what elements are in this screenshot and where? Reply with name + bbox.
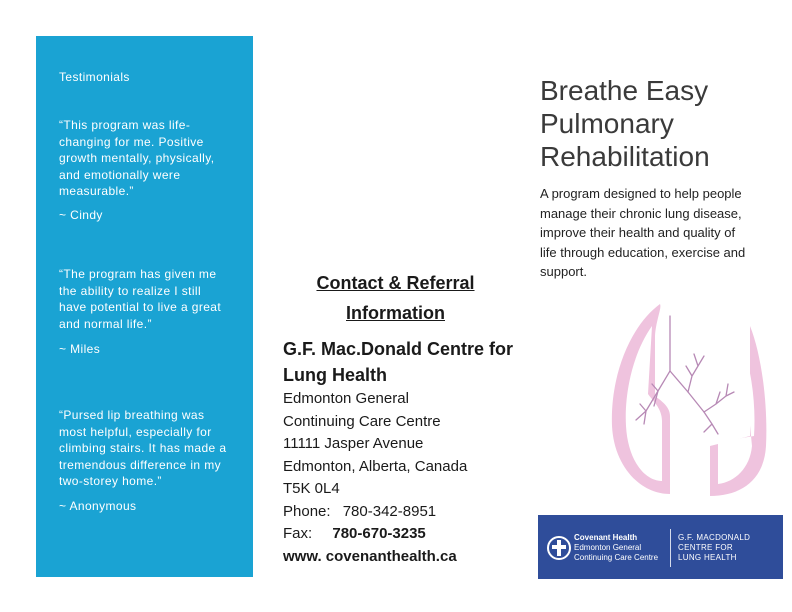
address-line-4: Edmonton, Alberta, Canada	[283, 457, 468, 475]
logo-left-text	[574, 533, 666, 563]
cross-seal-icon	[546, 535, 572, 561]
brochure-title: Breathe Easy Pulmonary Rehabilitation	[540, 75, 710, 172]
logo-right-line-2: CENTRE FOR	[678, 543, 733, 552]
covenant-health-logo	[538, 515, 783, 579]
contact-address	[283, 388, 523, 568]
logo-divider	[670, 529, 671, 567]
address-line-1: Edmonton General	[283, 390, 409, 407]
logo-line-1: Edmonton General	[574, 543, 642, 552]
phone-label: Phone:	[283, 502, 331, 520]
fax-label: Fax:	[283, 525, 313, 542]
fax-value: 780-670-3235	[332, 525, 426, 542]
testimonials-panel	[36, 36, 253, 577]
testimonials-title: Testimonials	[59, 70, 130, 84]
logo-right-line-3: LUNG HEALTH	[678, 553, 737, 562]
lung-illustration	[600, 296, 770, 496]
address-line-2: Continuing Care Centre	[283, 412, 441, 430]
website-link[interactable]: www. covenanthealth.ca	[283, 547, 457, 565]
testimonial-quote-3: “Pursed lip breathing was most helpful, especially for climbing stairs. It has made a tremendous difference in my two-storey home.”	[59, 408, 227, 488]
phone-line	[283, 501, 523, 524]
address-line-3: 11111 Jasper Avenue	[283, 435, 424, 452]
testimonial-author-2: ~ Miles	[59, 342, 101, 356]
testimonial-quote-2: “The program has given me the ability to realize I still have potential to live a great and normal life.”	[59, 267, 222, 331]
testimonial-author-3: ~ Anonymous	[59, 499, 137, 513]
logo-line-2: Continuing Care Centre	[574, 553, 659, 562]
logo-brand: Covenant Health	[574, 533, 638, 542]
testimonial-author-1: ~ Cindy	[59, 208, 103, 222]
fax-line	[283, 523, 523, 546]
contact-heading: Contact & Referral Information	[316, 273, 475, 323]
phone-value[interactable]: 780-342-8951	[342, 502, 437, 520]
address-line-5: T5K 0L4	[283, 480, 340, 497]
testimonial-quote-1: “This program was life-changing for me. Positive growth mentally, physically, and emotionally were measurable.”	[59, 118, 215, 198]
brochure-description: A program designed to help people manage their chronic lung disease, improve their health and quality of life through education, exercise and support.	[540, 186, 746, 279]
logo-right-text	[678, 533, 778, 563]
centre-name: G.F. Mac.Donald Centre for Lung Health	[283, 339, 514, 385]
logo-right-line-1: G.F. MACDONALD	[678, 533, 751, 542]
